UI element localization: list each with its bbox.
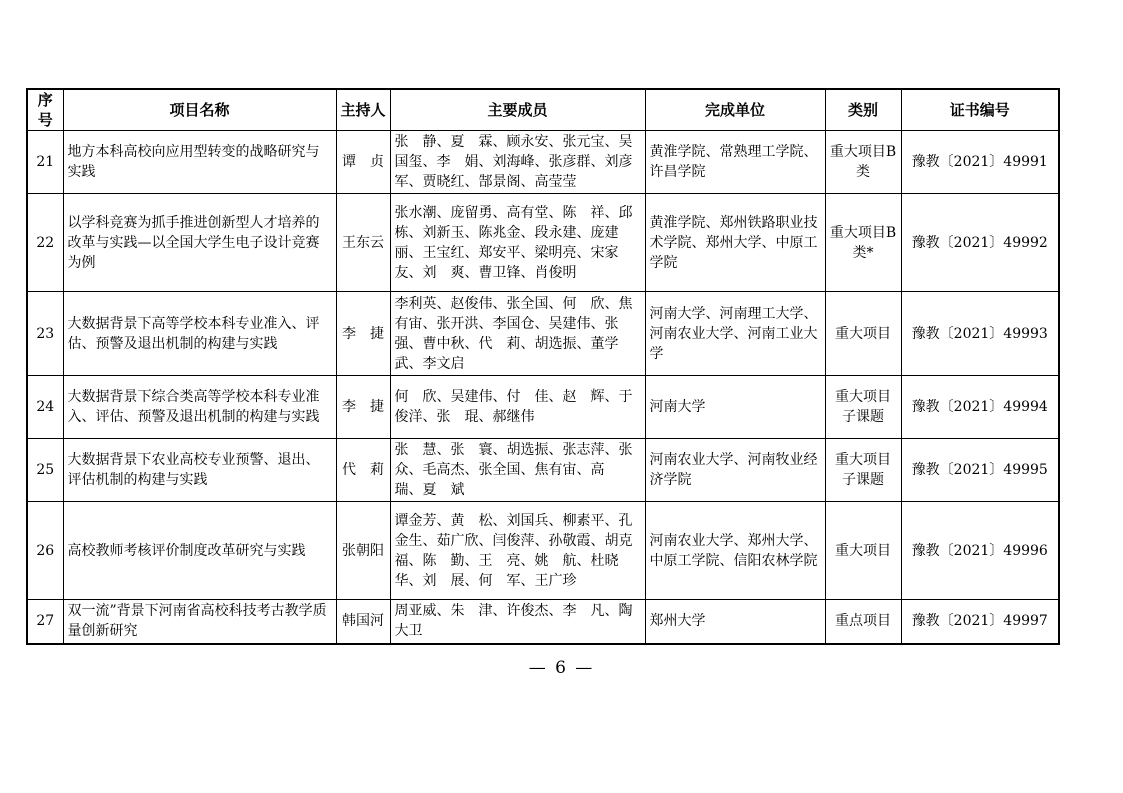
cell-unit: 河南大学 [645,376,825,439]
header-members: 主要成员 [390,89,645,131]
cell-host: 张朝阳 [336,502,390,600]
table-row [27,600,1059,644]
table-row [27,194,1059,292]
cell-no: 24 [27,376,63,439]
cell-members: 李利英、赵俊伟、张全国、何 欣、焦有宙、张开洪、李国仓、吴建伟、张 强、曹中秋、代 莉、胡选振、董学武、李文启 [390,292,645,376]
cell-host: 李 捷 [336,376,390,439]
cell-project-name: 大数据背景下高等学校本科专业准入、评估、预警及退出机制的构建与实践 [63,292,336,376]
cell-category: 重大项目B类* [825,194,901,292]
cell-unit: 河南农业大学、河南牧业经济学院 [645,439,825,502]
table-row [27,502,1059,600]
cell-category: 重点项目 [825,600,901,644]
cell-category: 重大项目 [825,502,901,600]
cell-host: 李 捷 [336,292,390,376]
page-number: — 6 — [528,658,595,678]
cell-project-name: 高校教师考核评价制度改革研究与实践 [63,502,336,600]
cell-category: 重大项目子课题 [825,439,901,502]
cell-members: 周亚威、朱 津、许俊杰、李 凡、陶大卫 [390,600,645,644]
header-category: 类别 [825,89,901,131]
cell-members: 张 静、夏 霖、顾永安、张元宝、吴国玺、李 娟、刘海峰、张彦群、刘彦军、贾晓红、郜景阁、高莹莹 [390,131,645,194]
cell-category: 重大项目子课题 [825,376,901,439]
header-host: 主持人 [336,89,390,131]
awards-table [26,88,1060,645]
table-row [27,292,1059,376]
cell-no: 27 [27,600,63,644]
cell-unit: 黄淮学院、郑州铁路职业技术学院、郑州大学、中原工学院 [645,194,825,292]
cell-cert: 豫教〔2021〕49991 [901,131,1059,194]
table-row [27,376,1059,439]
header-unit: 完成单位 [645,89,825,131]
cell-project-name: 大数据背景下农业高校专业预警、退出、评估机制的构建与实践 [63,439,336,502]
cell-no: 22 [27,194,63,292]
cell-cert: 豫教〔2021〕49996 [901,502,1059,600]
cell-host: 代 莉 [336,439,390,502]
cell-members: 谭金芳、黄 松、刘国兵、柳素平、孔金生、茹广欣、闫俊萍、孙敬霞、胡克福、陈 勤、王 亮、姚 航、杜晓华、刘 展、何 军、王广珍 [390,502,645,600]
cell-cert: 豫教〔2021〕49997 [901,600,1059,644]
header-no: 序号 [27,89,63,131]
cell-host: 王东云 [336,194,390,292]
cell-unit: 河南农业大学、郑州大学、中原工学院、信阳农林学院 [645,502,825,600]
table-row [27,131,1059,194]
cell-cert: 豫教〔2021〕49992 [901,194,1059,292]
cell-no: 23 [27,292,63,376]
cell-project-name: 双一流”背景下河南省高校科技考古教学质量创新研究 [63,600,336,644]
header-row [27,89,1059,131]
cell-host: 谭 贞 [336,131,390,194]
cell-cert: 豫教〔2021〕49995 [901,439,1059,502]
cell-unit: 河南大学、河南理工大学、河南农业大学、河南工业大学 [645,292,825,376]
cell-category: 重大项目 [825,292,901,376]
cell-unit: 黄淮学院、常熟理工学院、许昌学院 [645,131,825,194]
table-row [27,439,1059,502]
header-cert: 证书编号 [901,89,1059,131]
cell-members: 张水潮、庞留勇、高有堂、陈 祥、邱 栋、刘新玉、陈兆金、段永建、庞建丽、王宝红、郑安平、梁明亮、宋家友、刘 爽、曹卫锋、肖俊明 [390,194,645,292]
cell-category: 重大项目B类 [825,131,901,194]
cell-members: 张 慧、张 寰、胡选振、张志萍、张 众、毛高杰、张全国、焦有宙、高 瑞、夏 斌 [390,439,645,502]
cell-no: 25 [27,439,63,502]
cell-unit: 郑州大学 [645,600,825,644]
header-name: 项目名称 [63,89,336,131]
cell-members: 何 欣、吴建伟、付 佳、赵 辉、于俊洋、张 琨、郝继伟 [390,376,645,439]
cell-project-name: 大数据背景下综合类高等学校本科专业准入、评估、预警及退出机制的构建与实践 [63,376,336,439]
cell-no: 21 [27,131,63,194]
cell-project-name: 地方本科高校向应用型转变的战略研究与实践 [63,131,336,194]
cell-cert: 豫教〔2021〕49993 [901,292,1059,376]
cell-project-name: 以学科竞赛为抓手推进创新型人才培养的改革与实践—以全国大学生电子设计竞赛为例 [63,194,336,292]
cell-no: 26 [27,502,63,600]
cell-host: 韩国河 [336,600,390,644]
cell-cert: 豫教〔2021〕49994 [901,376,1059,439]
